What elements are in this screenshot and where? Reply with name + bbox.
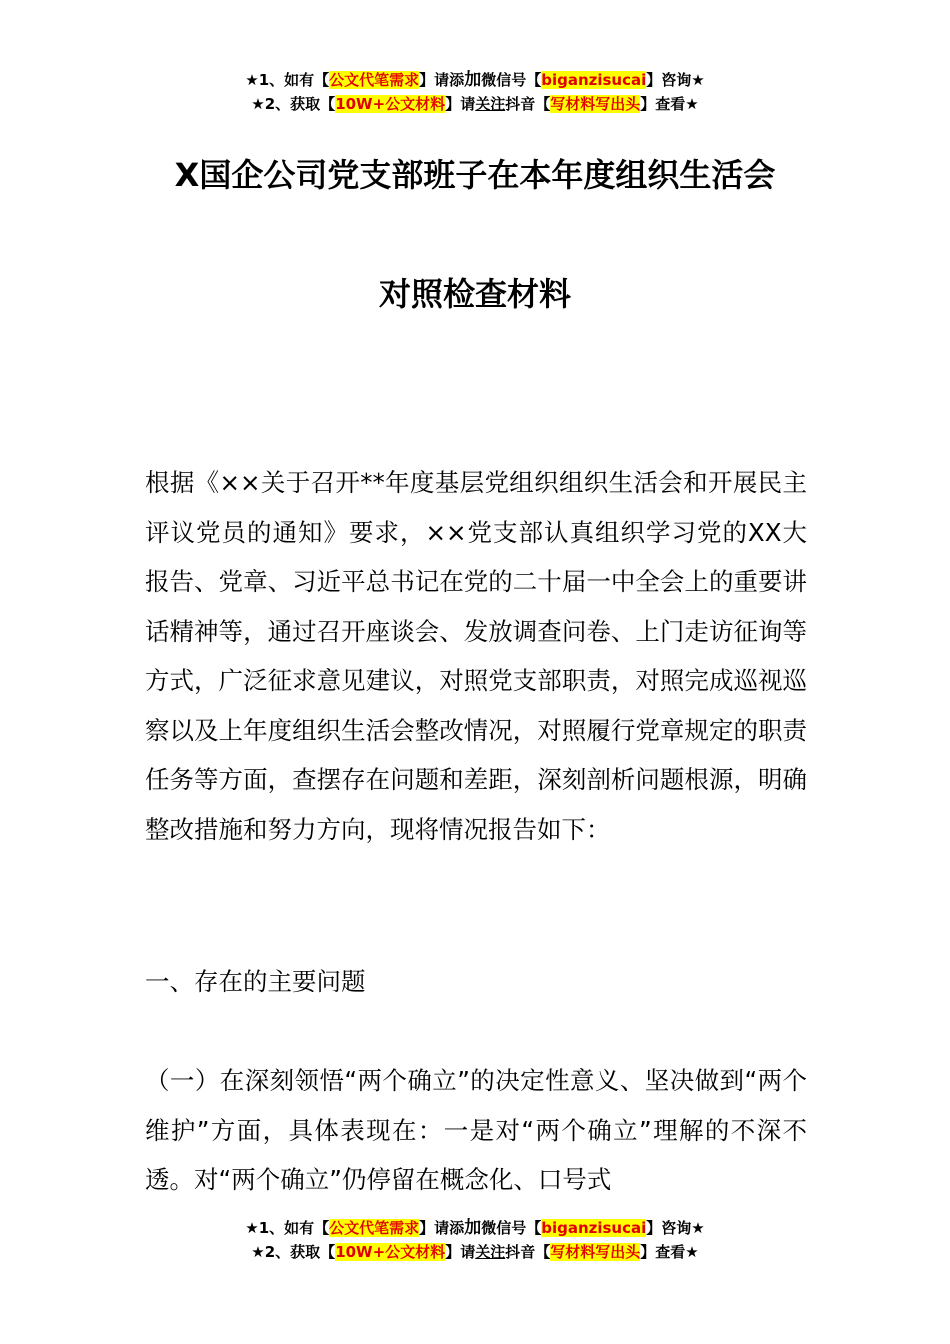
promo-line-1: ★1、如有【公文代笔需求】请添加微信号【biganzisucai】咨询★ xyxy=(245,1218,705,1238)
promo-line-2: ★2、获取【10W+公文材料】请关注抖音【写材料写出头】查看★ xyxy=(251,1243,699,1261)
promo-highlight-wechat-id: biganzisucai xyxy=(541,71,647,89)
promo-line-1: ★1、如有【公文代笔需求】请添加微信号【biganzisucai】咨询★ xyxy=(245,70,705,90)
promo-highlight-service: 公文代笔需求 xyxy=(329,1219,420,1237)
promo-highlight-douyin: 写材料写出头 xyxy=(550,95,641,113)
intro-paragraph: 根据《××关于召开**年度基层党组织组织生活会和开展民主评议党员的通知》要求，××党支部认真组织学习党的XX大报告、党章、习近平总书记在党的二十届一中全会上的重要讲话精神等，通过召开座谈会、发放调查问卷、上门走访征询等方式，广泛征求意见建议，对照党支部职责，对照完成巡视巡察以及上年度组织生活会整改情况，对照履行党章规定的职责任务等方面，查摆存在问题和差距，深刻剖析问题根源，明确整改措施和努力方向，现将情况报告如下： xyxy=(145,468,807,844)
promo-highlight-materials: 10W+公文材料 xyxy=(335,1243,446,1261)
promo-highlight-service: 公文代笔需求 xyxy=(329,71,420,89)
section-heading: 一、存在的主要问题 xyxy=(145,967,366,996)
promo-highlight-materials: 10W+公文材料 xyxy=(335,95,446,113)
promo-highlight-douyin: 写材料写出头 xyxy=(550,1243,641,1261)
promo-banner-bottom xyxy=(0,1216,950,1264)
section-paragraph: （一）在深刻领悟“两个确立”的决定性意义、坚决做到“两个维护”方面，具体表现在：一是对“两个确立”理解的不深不透。对“两个确立”仍停留在概念化、口号式 xyxy=(145,1066,807,1194)
promo-highlight-wechat-id: biganzisucai xyxy=(541,1219,647,1237)
promo-banner-top xyxy=(0,68,950,116)
document-title-line-2: 对照检查材料 xyxy=(378,275,571,313)
document-title-line-1: X国企公司党支部班子在本年度组织生活会 xyxy=(174,156,776,194)
promo-line-2: ★2、获取【10W+公文材料】请关注抖音【写材料写出头】查看★ xyxy=(251,95,699,113)
